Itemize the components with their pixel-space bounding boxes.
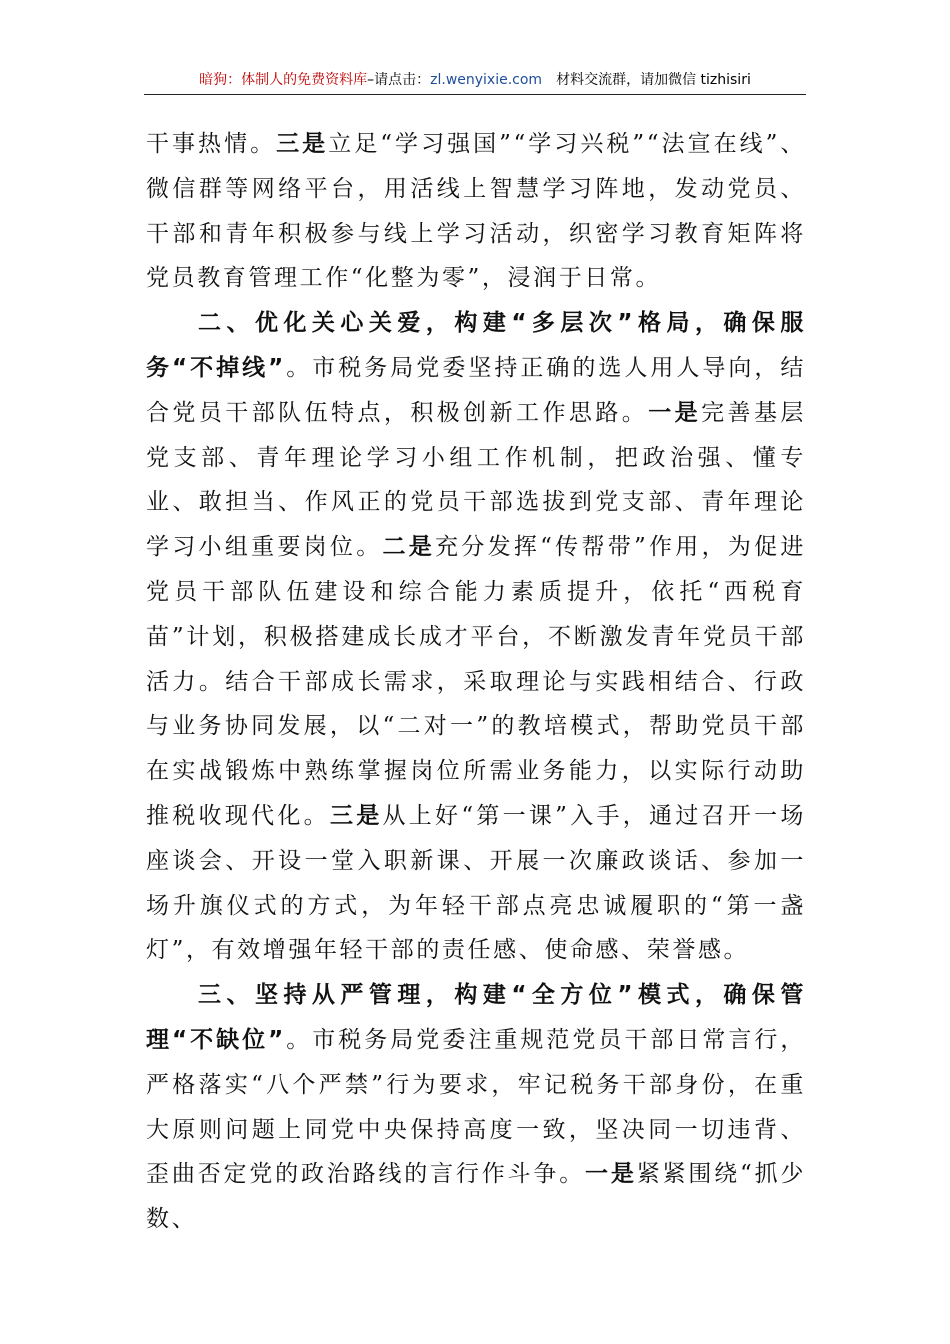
paragraph-1-text-c: 立足“学习强国”“学习兴税”“法宣在线”、微信群等网络平台，用活线上智慧学习阵地，发动党员、干部和青年积极参与线上学习活动，织密学习教育矩阵将党员教育管理工作“化整为零”，浸润于日常。 (146, 131, 807, 292)
paragraph-1-marker-1: 三是 (276, 130, 329, 157)
paragraph-1-text-a: 干事热情。 (146, 131, 277, 157)
paragraph-2-text-c: 完善基层党支部、青年理论学习小组工作机制，把政治强、懂专业、敢担当、作风正的党员干部选拔到党支部、青年理论学习小组重要岗位。 (146, 399, 807, 561)
paragraph-2-marker-1: 一是 (648, 398, 702, 426)
paragraph-2-text-a: 。市税务局党委坚持正确的选人用人导向，结合党员干部队伍特点，积极创新工作思路。 (146, 354, 806, 426)
paragraph-3-text-a: 。市税务局党委注重规范党员干部日常言行，严格落实“八个严禁”行为要求，牢记税务干部身份，在重大原则问题上同党中央保持高度一致，坚决同一切违背、歪曲否定党的政治路线的言行作斗争。 (146, 1026, 806, 1188)
header-click-prefix: –请点击： (367, 72, 431, 88)
section-heading-3: 三、坚持从严管理，构建“全方位”模式，确保管理“不缺位” (146, 982, 806, 1053)
header-url-link[interactable]: zl.wenyixie.com (430, 72, 543, 88)
header-group-text: 材料交流群，请加微信 tizhisiri (556, 72, 751, 88)
paragraph-2-marker-3: 三是 (329, 801, 383, 829)
paragraph-3-marker-1: 一是 (585, 1160, 637, 1188)
paragraph-3-text-c: 紧紧围绕“抓少数、 (146, 1161, 806, 1233)
page-header (144, 70, 806, 95)
paragraph-1 (146, 122, 806, 301)
paragraph-2-marker-2: 二是 (382, 533, 436, 561)
paragraph-2-text-d: 充分发挥“传帮带”作用，为促进党员干部队伍建设和综合能力素质提升，依托“西税育苗”计划，积极搭建成长成才平台，不断激发青年党员干部活力。结合干部成长需求，采取理论与实践相结合、行政与业务协同发展，以“二对一”的教培模式，帮助党员干部在实战锻炼中熟练掌握岗位所需业务能力，以实际行动助推税收现代化。 (146, 534, 807, 829)
section-heading-2: 二、优化关心关爱，构建“多层次”格局，确保服务“不掉线” (146, 310, 806, 381)
paragraph-2 (146, 301, 806, 973)
document-body (146, 122, 806, 1242)
header-brand: 暗狗：体制人的免费资料库 (199, 72, 368, 88)
paragraph-3 (146, 973, 806, 1242)
paragraph-2-text-e: 从上好“第一课”入手，通过召开一场座谈会、开设一堂入职新课、开展一次廉政谈话、参加一场升旗仪式的方式，为年轻干部点亮忠诚履职的“第一盏灯”，有效增强年轻干部的责任感、使命感、荣誉感。 (146, 802, 807, 964)
